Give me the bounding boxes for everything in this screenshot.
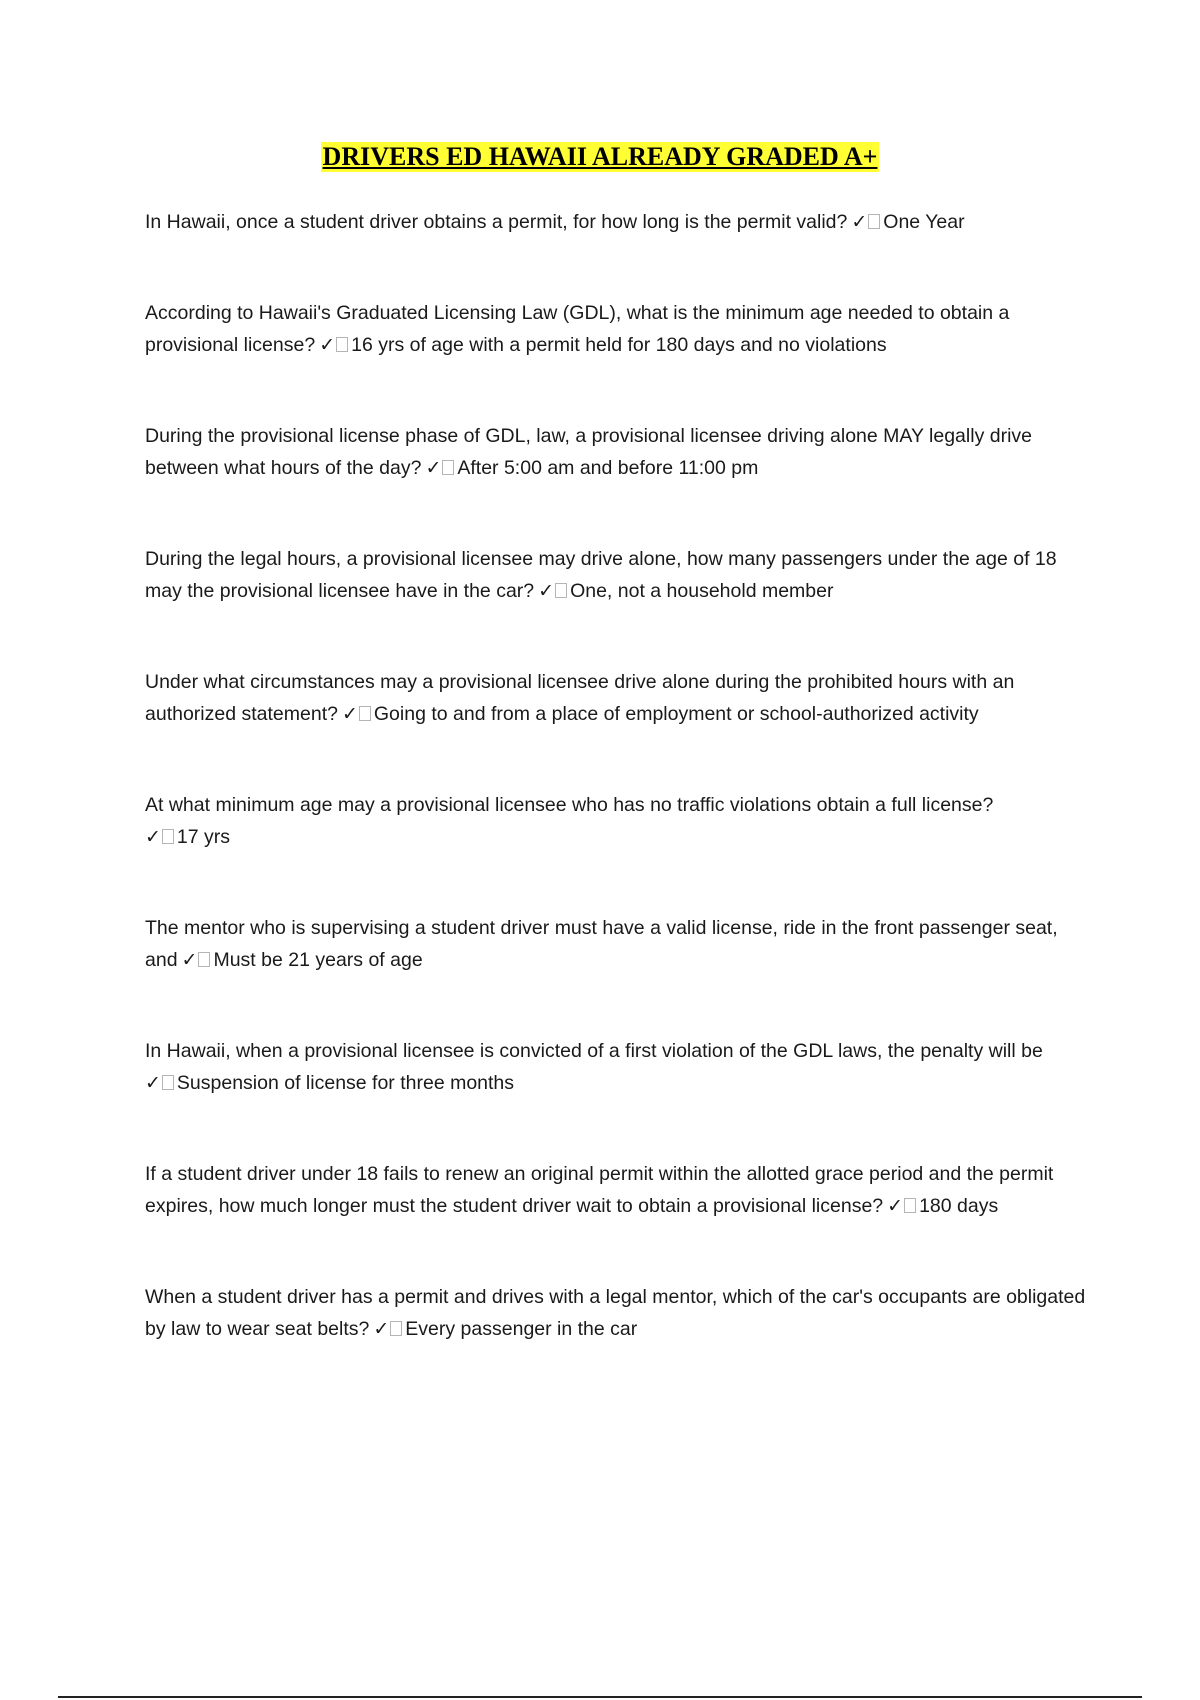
qa-item: [145, 789, 1095, 853]
box-icon: [162, 829, 174, 844]
answer-text: Going to and from a place of employment or school-authorized activity: [373, 703, 979, 725]
check-icon: ✓: [181, 949, 198, 971]
qa-item: [145, 420, 1095, 484]
box-icon: [336, 337, 348, 352]
footer-divider: [58, 1696, 1142, 1698]
box-icon: [162, 1075, 174, 1090]
box-icon: [868, 214, 880, 229]
check-icon: ✓: [341, 703, 358, 725]
check-icon: ✓: [145, 826, 161, 848]
qa-item: [145, 297, 1095, 361]
answer-text: After 5:00 am and before 11:00 pm: [457, 457, 759, 479]
qa-item: [145, 1158, 1095, 1222]
question-text: According to Hawaii's Graduated Licensing Law (GDL), what is the minimum age needed to obtain a provisional license?: [145, 302, 1010, 356]
check-icon: ✓: [887, 1195, 904, 1217]
question-text: Under what circumstances may a provisional licensee drive alone during the prohibited hours with an authorized statement?: [145, 671, 1015, 725]
answer-text: One Year: [883, 211, 965, 233]
check-icon: ✓: [319, 334, 336, 356]
page-title: DRIVERS ED HAWAII ALREADY GRADED A+: [322, 142, 878, 171]
question-text: At what minimum age may a provisional licensee who has no traffic violations obtain a full license?: [145, 794, 994, 816]
answer-text: One, not a household member: [570, 580, 834, 602]
qa-item: [145, 543, 1095, 607]
check-icon: ✓: [425, 457, 442, 479]
answer-text: Suspension of license for three months: [176, 1072, 515, 1094]
box-icon: [904, 1198, 916, 1213]
box-icon: [442, 460, 454, 475]
box-icon: [359, 706, 371, 721]
answer-text: Every passenger in the car: [405, 1318, 638, 1340]
answer-text: Must be 21 years of age: [213, 949, 423, 971]
answer-text: 180 days: [919, 1195, 999, 1217]
qa-item: [145, 1281, 1095, 1345]
question-text: When a student driver has a permit and drives with a legal mentor, which of the car's occupants are obligated by law to wear seat belts?: [145, 1286, 1086, 1340]
question-text: The mentor who is supervising a student driver must have a valid license, ride in the front passenger seat, and: [145, 917, 1058, 971]
qa-item: [145, 666, 1095, 730]
check-icon: ✓: [538, 580, 555, 602]
question-text: During the legal hours, a provisional licensee may drive alone, how many passengers under the age of 18 may the provisional licensee have in the car?: [145, 548, 1057, 602]
answer-text: 16 yrs of age with a permit held for 180 days and no violations: [351, 334, 887, 356]
qa-item: [145, 1035, 1095, 1099]
question-text: If a student driver under 18 fails to renew an original permit within the allotted grace period and the permit expires, how much longer must the student driver wait to obtain a provisional license?: [145, 1163, 1054, 1217]
title-container: [0, 142, 1200, 172]
check-icon: ✓: [145, 1072, 161, 1094]
question-text: In Hawaii, when a provisional licensee is convicted of a first violation of the GDL laws, the penalty will be: [145, 1040, 1043, 1062]
answer-text: 17 yrs: [176, 826, 231, 848]
qa-list: [145, 206, 1095, 1404]
question-text: During the provisional license phase of GDL, law, a provisional licensee driving alone MAY legally drive between what hours of the day?: [145, 425, 1033, 479]
qa-item: [145, 206, 1095, 238]
box-icon: [390, 1321, 402, 1336]
qa-item: [145, 912, 1095, 976]
check-icon: ✓: [851, 211, 868, 233]
box-icon: [555, 583, 567, 598]
check-icon: ✓: [373, 1318, 390, 1340]
box-icon: [198, 952, 210, 967]
question-text: In Hawaii, once a student driver obtains a permit, for how long is the permit valid?: [145, 211, 848, 233]
